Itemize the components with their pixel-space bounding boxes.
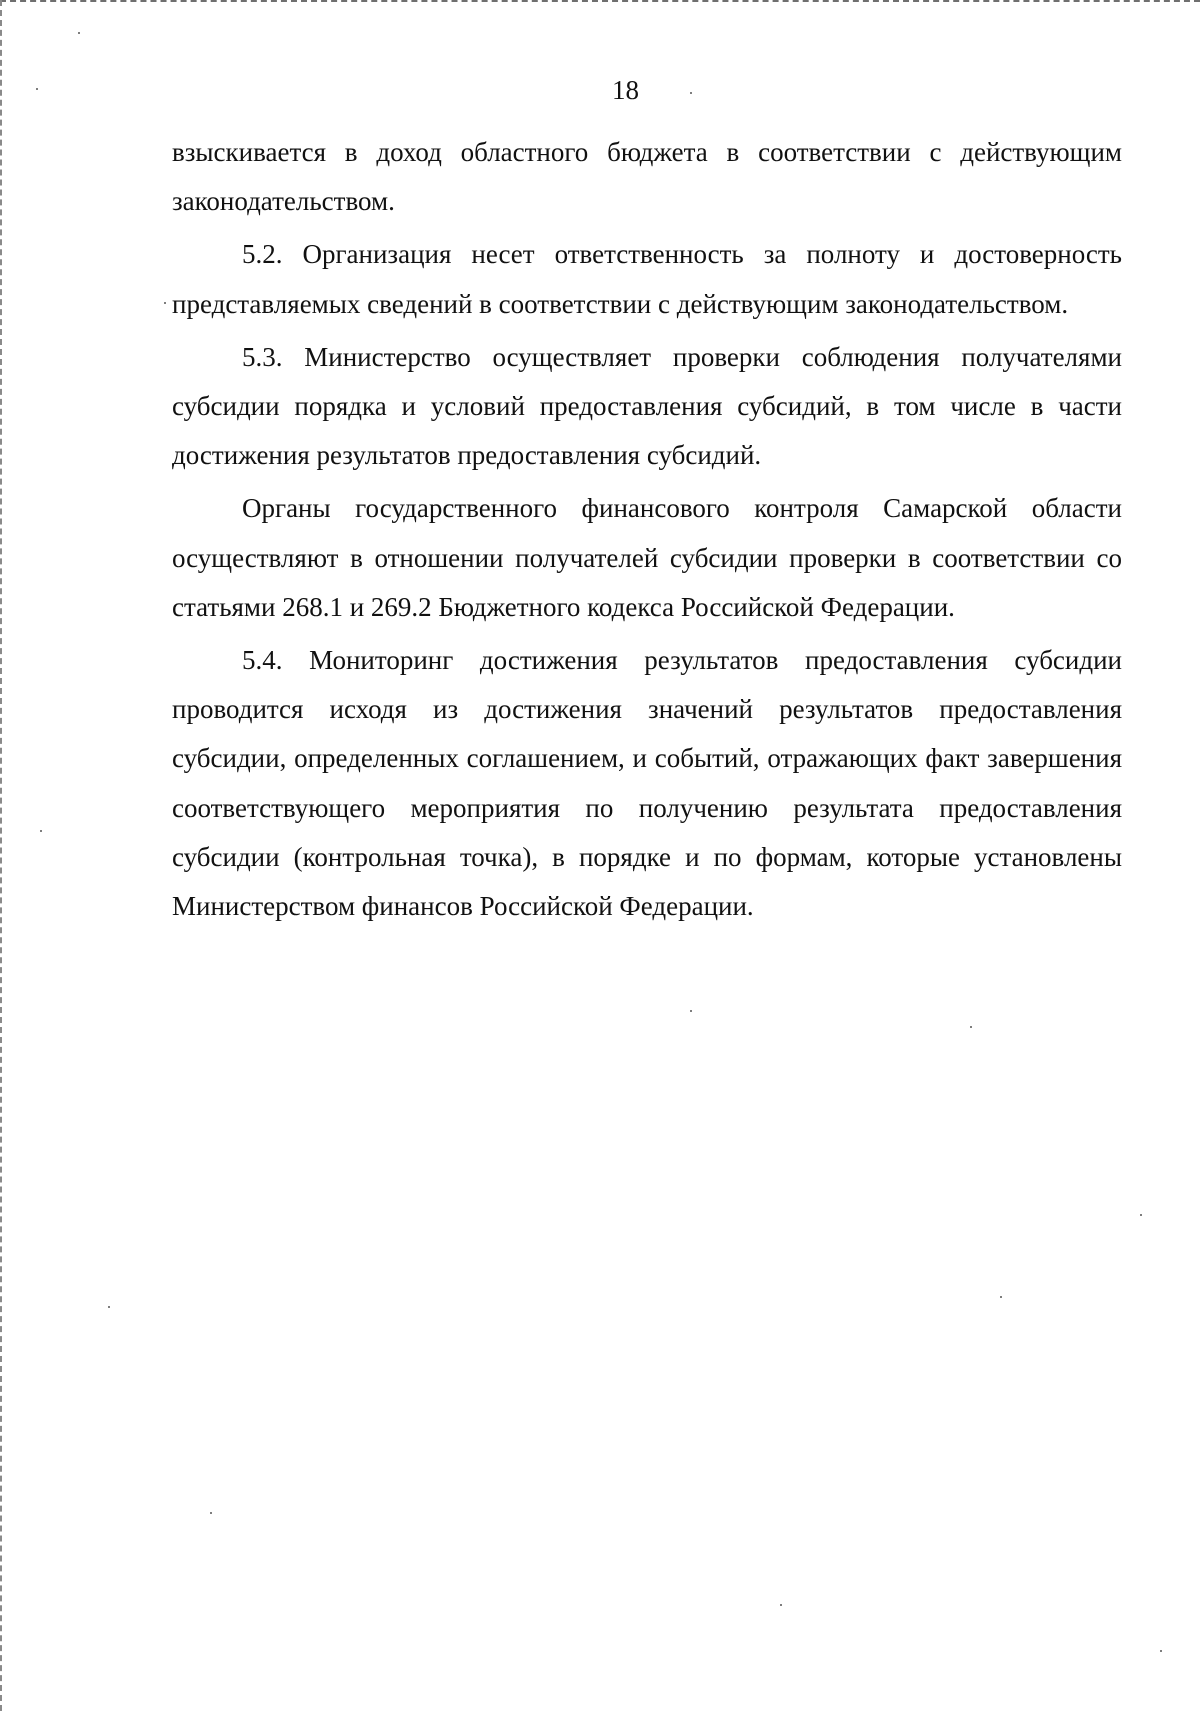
scan-speck [78,32,80,34]
scan-top-border [0,0,1200,2]
scan-speck [780,1604,782,1606]
paragraph-continuation: взыскивается в доход областного бюджета в соответствии с действующим законодательством. [172,137,1122,217]
scan-speck [36,88,38,90]
paragraph-5-2: 5.2. Организация несет ответственность за полноту и достоверность представляемых сведений в соответствии с действующим законодательством. [172,239,1122,319]
paragraph-financial-control: Органы государственного финансового контроля Самарской области осуществляют в отношении получателей субсидии проверки в соответствии со статьями 268.1 и 269.2 Бюджетного кодекса Российской Федерации. [172,493,1122,622]
scan-speck [970,1026,972,1028]
scan-speck [1160,1650,1162,1652]
scan-speck [1000,1296,1002,1298]
scan-speck [690,1010,692,1012]
body-text [172,128,1122,931]
scan-speck [164,302,166,304]
scan-speck [40,830,42,832]
scan-speck [108,1306,110,1308]
paragraph-5-3: 5.3. Министерство осуществляет проверки соблюдения получателями субсидии порядка и условий предоставления субсидий, в том числе в части достижения результатов предоставления субсидий. [172,341,1122,471]
scan-speck [1140,1214,1142,1216]
scan-left-border [0,0,2,1711]
scan-speck [210,1512,212,1514]
paragraph-5-4: 5.4. Мониторинг достижения результатов предоставления субсидии проводится исходя из достижения значений результатов предоставления субсидии, определенных соглашением, и событий, отражающих факт завершения соответствующего мероприятия по получению результата предоставления субсидии (контрольная точка), в порядке и по формам, которые установлены Министерством финансов Российской Федерации. [172,645,1122,922]
page-number: 18 [612,75,639,105]
scan-speck [690,92,692,94]
